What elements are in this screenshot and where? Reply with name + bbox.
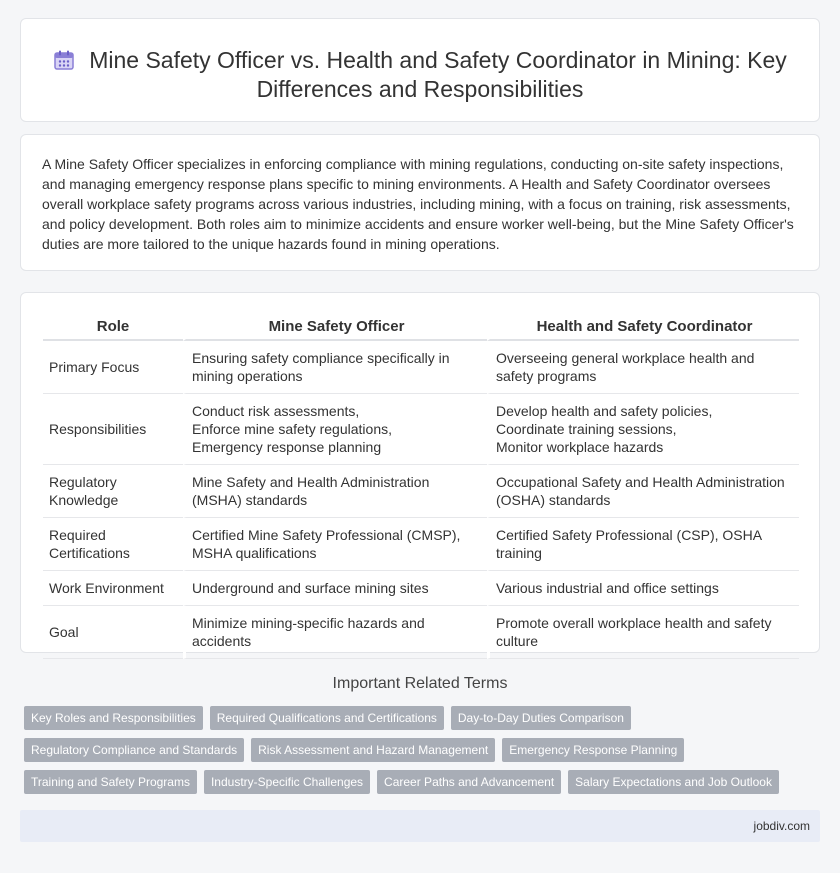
related-term-tag[interactable]: Regulatory Compliance and Standards — [24, 738, 244, 762]
header — [21, 46, 819, 104]
intro-paragraph: A Mine Safety Officer specializes in enforcing compliance with mining regulations, conducting on-site safety inspections, and managing emergency response plans specific to mining environments. A Health and Safety Coordinator oversees overall workplace safety programs across various industries, including mining, with a focus on training, risk assessments, and policy development. Both roles aim to minimize accidents and ensure worker well-being, but the Mine Safety Officer's duties are more tailored to the unique hazards found in mining operations. — [42, 156, 794, 252]
officer-cell — [183, 341, 487, 394]
coordinator-cell — [487, 571, 799, 606]
officer-cell — [183, 518, 487, 571]
header-mine-safety-officer: Mine Safety Officer — [183, 313, 487, 341]
footer — [20, 810, 820, 842]
cell-line: Conduct risk assessments, — [192, 403, 360, 419]
related-term-tag[interactable]: Day-to-Day Duties Comparison — [451, 706, 631, 730]
cell-line: Coordinate training sessions, — [496, 421, 677, 437]
table-row — [43, 606, 799, 659]
footer-site[interactable]: jobdiv.com — [753, 819, 810, 833]
header-card — [20, 18, 820, 122]
cell-line: Certified Safety Professional (CSP), OSHA training — [496, 527, 762, 561]
table-row — [43, 518, 799, 571]
coordinator-cell — [487, 394, 799, 465]
row-label: Responsibilities — [43, 394, 183, 465]
coordinator-cell — [487, 518, 799, 571]
row-label: Required Certifications — [43, 518, 183, 571]
related-terms-list — [24, 706, 814, 802]
cell-line: Underground and surface mining sites — [192, 580, 429, 596]
related-term-tag[interactable]: Risk Assessment and Hazard Management — [251, 738, 495, 762]
cell-line: Promote overall workplace health and safety culture — [496, 615, 772, 649]
coordinator-cell — [487, 606, 799, 659]
cell-line: Emergency response planning — [192, 439, 382, 455]
comparison-table — [43, 313, 799, 659]
officer-cell — [183, 465, 487, 518]
related-term-tag[interactable]: Emergency Response Planning — [502, 738, 684, 762]
table-row — [43, 341, 799, 394]
calendar-icon — [53, 49, 75, 71]
cell-line: Mine Safety and Health Administration (MSHA) standards — [192, 474, 430, 508]
related-term-tag[interactable]: Salary Expectations and Job Outlook — [568, 770, 779, 794]
related-terms-row — [24, 738, 814, 762]
related-term-tag[interactable]: Industry-Specific Challenges — [204, 770, 370, 794]
page-title-text: Mine Safety Officer vs. Health and Safety Coordinator in Mining: Key Differences and Responsibilities — [89, 47, 787, 102]
related-term-tag[interactable]: Training and Safety Programs — [24, 770, 197, 794]
officer-cell — [183, 571, 487, 606]
related-terms-title: Important Related Terms — [332, 675, 508, 692]
related-term-tag[interactable]: Key Roles and Responsibilities — [24, 706, 203, 730]
cell-line: Certified Mine Safety Professional (CMSP), MSHA qualifications — [192, 527, 461, 561]
cell-line: Minimize mining-specific hazards and accidents — [192, 615, 425, 649]
table-row — [43, 571, 799, 606]
table-body — [43, 341, 799, 659]
header-health-safety-coordinator: Health and Safety Coordinator — [487, 313, 799, 341]
table-row — [43, 465, 799, 518]
cell-line: Ensuring safety compliance specifically in mining operations — [192, 350, 450, 384]
row-label: Regulatory Knowledge — [43, 465, 183, 518]
cell-line: Occupational Safety and Health Administration (OSHA) standards — [496, 474, 785, 508]
coordinator-cell — [487, 341, 799, 394]
officer-cell — [183, 394, 487, 465]
row-label: Goal — [43, 606, 183, 659]
comparison-card — [20, 292, 820, 653]
row-label: Primary Focus — [43, 341, 183, 394]
cell-line: Develop health and safety policies, — [496, 403, 713, 419]
related-term-tag[interactable]: Required Qualifications and Certifications — [210, 706, 444, 730]
officer-cell — [183, 606, 487, 659]
table-header-row — [43, 313, 799, 341]
page-title — [51, 46, 789, 104]
cell-line: Monitor workplace hazards — [496, 439, 664, 455]
coordinator-cell — [487, 465, 799, 518]
table-row — [43, 394, 799, 465]
related-terms-row — [24, 770, 814, 794]
related-terms-row — [24, 706, 814, 730]
cell-line: Enforce mine safety regulations, — [192, 421, 392, 437]
header-role: Role — [43, 313, 183, 341]
cell-line: Overseeing general workplace health and safety programs — [496, 350, 755, 384]
intro-card — [20, 134, 820, 271]
row-label: Work Environment — [43, 571, 183, 606]
cell-line: Various industrial and office settings — [496, 580, 719, 596]
related-term-tag[interactable]: Career Paths and Advancement — [377, 770, 561, 794]
